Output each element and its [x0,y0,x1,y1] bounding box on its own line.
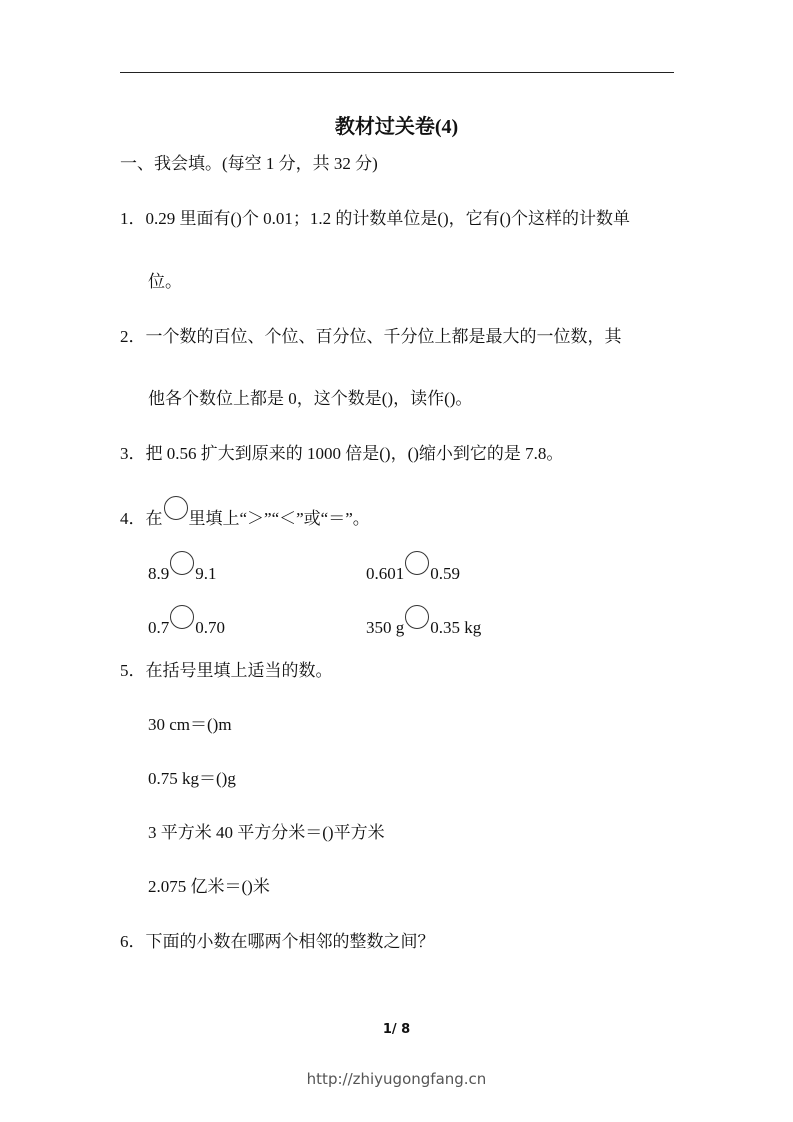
page-number: 1/ 8 [382,1022,411,1037]
fill-item-1: 30 cm＝()m [148,715,232,734]
footer-url[interactable]: http://zhiyugongfang.cn [306,1070,487,1088]
compare-item-3 [148,605,225,640]
compare-item-1 [148,551,217,586]
question-1-line-2: 位。 [148,272,182,291]
compare-left: 0.601 [366,564,405,583]
answer-circle[interactable] [170,605,194,629]
question-4-suffix: 里填上“＞”“＜”或“＝”。 [188,509,370,528]
question-4-prefix: 4．在 [120,509,163,528]
circle-blank-icon [164,496,188,520]
header-rule [120,72,674,73]
question-6: 6．下面的小数在哪两个相邻的整数之间？ [120,932,435,951]
compare-right: 0.70 [195,618,225,637]
question-3: 3．把 0.56 扩大到原来的 1000 倍是()，()缩小到它的是 7.8。 [120,444,564,463]
compare-left: 0.7 [148,618,170,637]
fill-item-3: 3 平方米 40 平方分米＝()平方米 [148,823,385,842]
compare-right: 9.1 [195,564,217,583]
fill-item-4: 2.075 亿米＝()米 [148,877,270,896]
compare-item-4 [366,605,481,640]
compare-left: 8.9 [148,564,170,583]
page-title: 教材过关卷(4) [334,116,459,138]
section-heading: 一、我会填。(每空 1 分，共 32 分) [120,154,378,173]
question-2-line-1: 2．一个数的百位、个位、百分位、千分位上都是最大的一位数，其 [120,327,622,346]
question-1-line-1: 1．0.29 里面有()个 0.01；1.2 的计数单位是()，它有()个这样的计数单 [120,209,630,228]
compare-right: 0.35 kg [430,618,482,637]
question-2-line-2: 他各个数位上都是 0，这个数是()，读作()。 [148,389,473,408]
compare-item-2 [366,551,460,586]
answer-circle[interactable] [170,551,194,575]
fill-item-2: 0.75 kg＝()g [148,769,236,788]
compare-right: 0.59 [430,564,460,583]
answer-circle[interactable] [405,551,429,575]
compare-left: 350 g [366,618,405,637]
answer-circle[interactable] [405,605,429,629]
question-4-stem [120,496,370,531]
question-5-stem: 5．在括号里填上适当的数。 [120,661,333,680]
